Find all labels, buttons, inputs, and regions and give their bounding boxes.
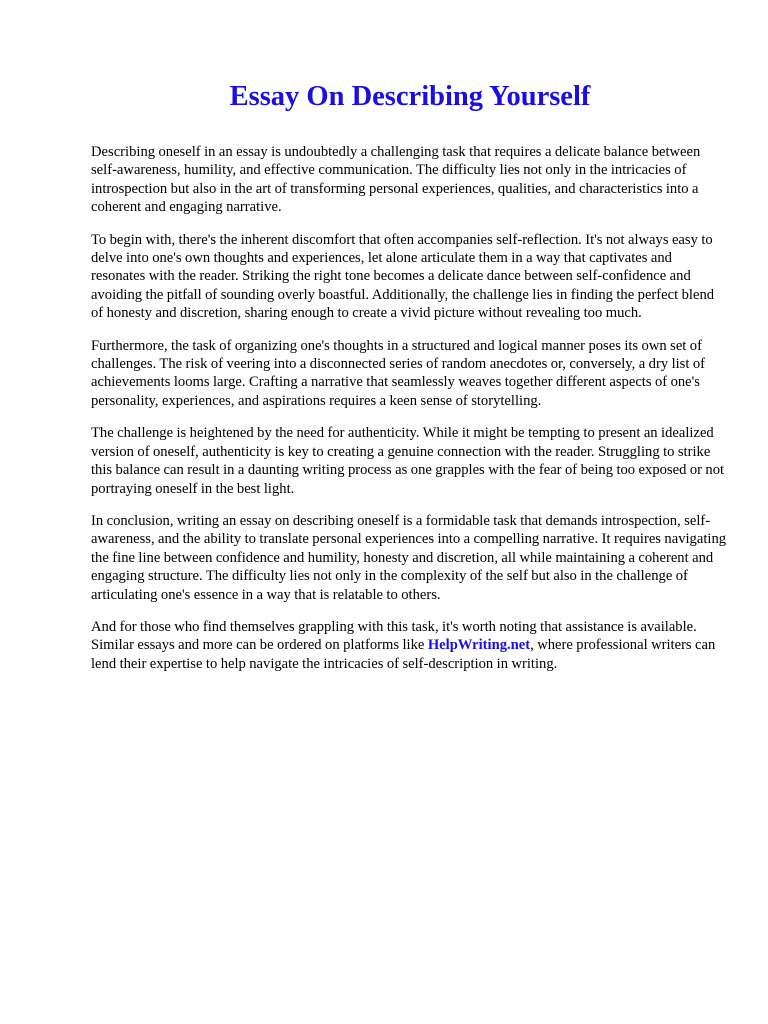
assistance-text-after-link: , where professional writers can lend their expertise to help navigate the intricacies of self-description in writing.	[91, 637, 716, 672]
paragraph-authenticity: The challenge is heightened by the need for authenticity. While it might be tempting to present an idealized version of oneself, authenticity is key to creating a genuine connection with the reader. Struggling to strike this balance can result in a daunting writing process as one grapples with the fear of being too exposed or not portraying oneself in the best light.	[91, 425, 725, 497]
paragraph-assistance	[91, 618, 727, 673]
paragraph-organization: Furthermore, the task of organizing one's thoughts in a structured and logical manner poses its own set of challenges. The risk of veering into a disconnected series of random anecdotes or, conversely, a dry list of achievements looms large. Crafting a narrative that seamlessly weaves together different aspects of one's personality, experiences, and aspirations requires a keen sense of storytelling.	[91, 337, 706, 409]
paragraph-conclusion: In conclusion, writing an essay on describing oneself is a formidable task that demands introspection, self-awareness, and the ability to translate personal experiences into a compelling narrative. It requires navigating the fine line between confidence and humility, honesty and discretion, all while maintaining a coherent and engaging structure. The difficulty lies not only in the complexity of the self but also in the challenge of articulating one's essence in a way that is relatable to others.	[91, 512, 727, 603]
assistance-text-before-link: And for those who find themselves grappling with this task, it's worth noting that assistance is available. Similar essays and more can be ordered on platforms like	[91, 618, 697, 654]
paragraph-self-reflection: To begin with, there's the inherent discomfort that often accompanies self-reflection. It's not always easy to delve into one's own thoughts and experiences, let alone articulate them in a way that captivates and resonates with the reader. Striking the right tone becomes a delicate dance between self-confidence and avoiding the pitfall of sounding overly boastful. Additionally, the challenge lies in finding the perfect blend of honesty and discretion, sharing enough to create a vivid picture without revealing too much.	[91, 231, 715, 322]
paragraph-intro: Describing oneself in an essay is undoubtedly a challenging task that requires a delicate balance between self-awareness, humility, and effective communication. The difficulty lies not only in the intricacies of introspection but also in the art of transforming personal experiences, qualities, and characteristics into a coherent and engaging narrative.	[91, 144, 701, 216]
helpwriting-link[interactable]: HelpWriting.net	[427, 637, 531, 654]
document-title: Essay On Describing Yourself	[229, 81, 591, 112]
essay-body	[91, 143, 727, 687]
